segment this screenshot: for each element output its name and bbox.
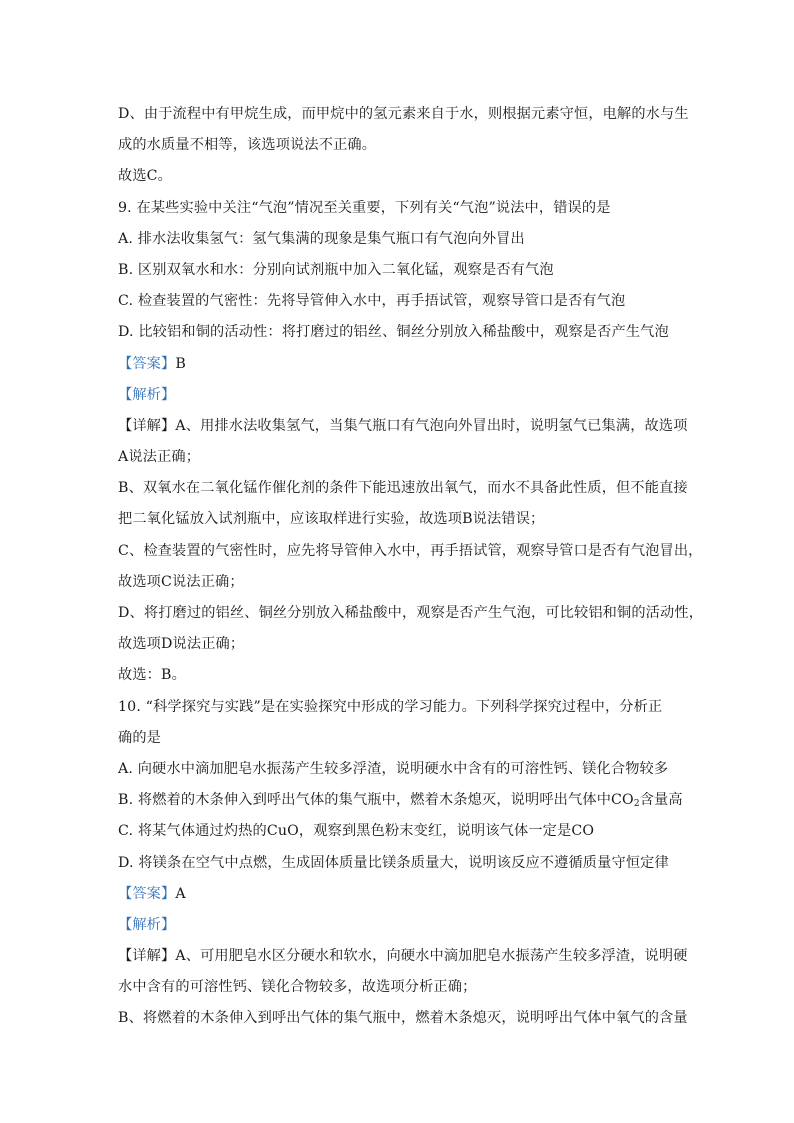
option-b-text: B. 将燃着的木条伸入到呼出气体的集气瓶中，燃着木条熄灭，说明呼出气体中CO (118, 792, 634, 809)
question-9-option-a: A. 排水法收集氢气：氢气集满的现象是集气瓶口有气泡向外冒出 (118, 230, 525, 247)
option-b-tail: 含量高 (639, 792, 683, 809)
question-9-option-c: C. 检查装置的气密性：先将导管伸入水中，再手捂试管，观察导管口是否有气泡 (118, 293, 626, 310)
question-10-option-a: A. 向硬水中滴加肥皂水振荡产生较多浮渣，说明硬水中含有的可溶性钙、镁化合物较多 (118, 760, 669, 777)
text-line: 【详解】A、可用肥皂水区分硬水和软水，向硬水中滴加肥皂水振荡产生较多浮渣，说明硬 (118, 948, 688, 965)
answer-label: 【答案】 (118, 355, 176, 372)
question-10-stem-cont: 确的是 (118, 729, 162, 746)
answer-label: 【答案】 (118, 885, 176, 902)
text-line: 故选项D说法正确； (118, 636, 245, 653)
answer-line-10 (118, 879, 688, 910)
text-line: D、将打磨过的铝丝、铜丝分别放入稀盐酸中，观察是否产生气泡，可比较铝和铜的活动性， (118, 605, 704, 621)
text-line: 故选C。 (118, 168, 173, 185)
subscript: 2 (633, 799, 640, 810)
text-line: C、检查装置的气密性时，应先将导管伸入水中，再手捂试管，观察导管口是否有气泡冒出， (118, 542, 703, 559)
text-line: B、双氧水在二氧化锰作催化剂的条件下能迅速放出氧气，而水不具备此性质，但不能直接 (118, 480, 688, 497)
document-body (118, 99, 704, 1035)
question-10-option-d: D. 将镁条在空气中点燃，生成固体质量比镁条质量大，说明该反应不遵循质量守恒定律 (118, 854, 669, 871)
question-10-option-c: C. 将某气体通过灼热的CuO，观察到黑色粉末变红，说明该气体一定是CO (118, 823, 595, 840)
question-10-stem: 10. “科学探究与实践”是在实验探究中形成的学习能力。下列科学探究过程中，分析正 (118, 698, 663, 715)
answer-line-9 (118, 349, 688, 380)
question-10-option-b (118, 785, 688, 816)
answer-value: B (175, 355, 186, 372)
question-9-stem: 9. 在某些实验中关注“气泡”情况至关重要，下列有关“气泡”说法中，错误的是 (118, 199, 611, 216)
text-line: A说法正确； (118, 449, 201, 466)
text-line: 【详解】A、用排水法收集氢气，当集气瓶口有气泡向外冒出时，说明氢气已集满，故选项 (118, 417, 688, 434)
question-9-option-d: D. 比较铝和铜的活动性：将打磨过的铝丝、铜丝分别放入稀盐酸中，观察是否产生气泡 (118, 324, 669, 341)
text-line: 把二氧化锰放入试剂瓶中，应该取样进行实验，故选项B说法错误； (118, 511, 545, 528)
question-9-option-b: B. 区别双氧水和水：分别向试剂瓶中加入二氧化锰，观察是否有气泡 (118, 261, 554, 278)
answer-value: A (175, 885, 186, 902)
text-line: 故选：B。 (118, 667, 186, 684)
text-line: D、由于流程中有甲烷生成，而甲烷中的氢元素来自于水，则根据元素守恒，电解的水与生 (118, 106, 689, 122)
text-line: 水中含有的可溶性钙、镁化合物较多，故选项分析正确； (118, 979, 477, 996)
text-line: 成的水质量不相等，该选项说法不正确。 (118, 137, 377, 154)
analysis-label: 【解析】 (118, 386, 176, 403)
text-line: 故选项C说法正确； (118, 573, 244, 590)
text-line: B、将燃着的木条伸入到呼出气体的集气瓶中，燃着木条熄灭，说明呼出气体中氧气的含量 (118, 1010, 688, 1027)
analysis-label: 【解析】 (118, 916, 176, 933)
